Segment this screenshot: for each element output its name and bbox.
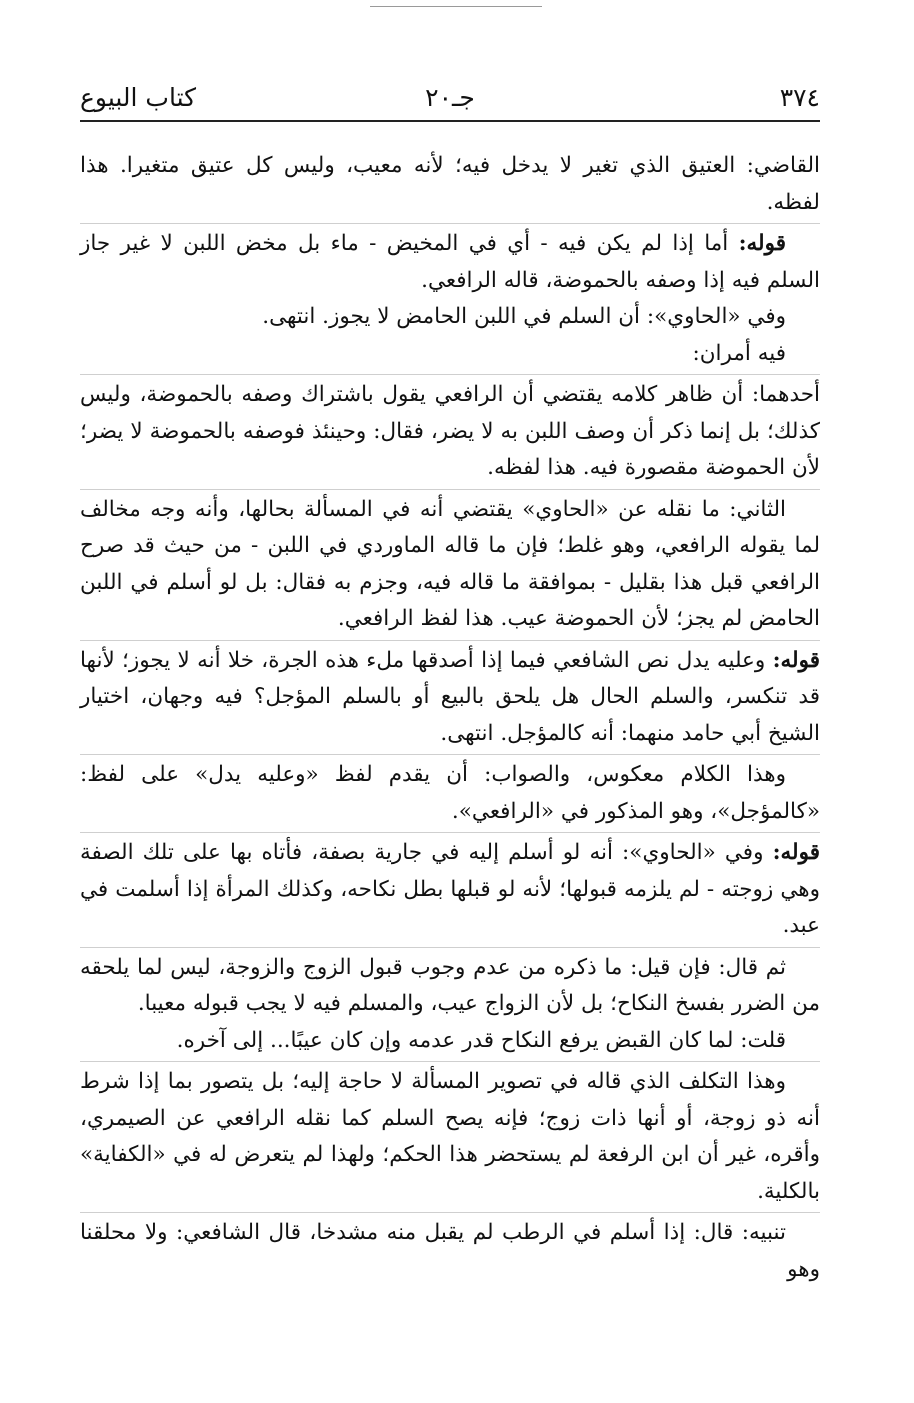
paragraph: وفي «الحاوي»: أن السلم في اللبن الحامض لا يجوز. انتهى.: [262, 304, 786, 329]
paragraph: ثم قال: فإن قيل: ما ذكره من عدم وجوب قبول الزوج والزوجة، ليس لما يلحقه من الضرر بفسخ النكاح؛ بل لأن الزواج عيب، والمسلم فيه لا يجب قبوله معيبا.: [80, 954, 820, 1016]
paragraph-separator: [80, 374, 820, 375]
paragraph: الثاني: ما نقله عن «الحاوي» يقتضي أنه في المسألة بحالها، وأنه وجه مخالف لما يقوله الرافعي، وهو غلط؛ فإن ما قاله الماوردي في اللبن - من حيث قد صرح الرافعي قبل هذا بقليل - بموافقة ما قاله فيه، وجزم به فقال: بل لو أسلم في اللبن الحامض لم يجز؛ لأن الحموضة عيب. هذا لفظ الرافعي.: [80, 496, 820, 631]
paragraph: وهذا الكلام معكوس، والصواب: أن يقدم لفظ «وعليه يدل» على لفظ: «كالمؤجل»، وهو المذكور في «الرافعي».: [80, 762, 820, 824]
paragraph: تنبيه: قال: إذا أسلم في الرطب لم يقبل منه مشدخا، قال الشافعي: ولا محلقنا وهو: [80, 1220, 820, 1282]
paragraph: القاضي: العتيق الذي تغير لا يدخل فيه؛ لأنه معيب، وليس كل عتيق متغيرا. هذا لفظه.: [80, 153, 820, 215]
paragraph-separator: [80, 640, 820, 641]
paragraph-separator: [80, 832, 820, 833]
paragraph: قلت: لما كان القبض يرفع النكاح قدر عدمه وإن كان عيبًا... إلى آخره.: [176, 1027, 786, 1053]
page-number: ٣٧٤: [779, 83, 820, 112]
lead-word: قوله:: [738, 231, 786, 256]
paragraph: وهذا التكلف الذي قاله في تصوير المسألة لا حاجة إليه؛ بل يتصور بما إذا شرط أنه ذو زوجة، أو أنها ذات زوج؛ فإنه يصح السلم كما نقله الرافعي عن الصيمري، وأقره، غير أن ابن الرفعة لم يستحضر هذا الحكم؛ ولهذا لم يتعرض له في «الكفاية» بالكلية.: [80, 1069, 820, 1204]
paragraph: قوله: وعليه يدل نص الشافعي فيما إذا أصدقها ملء هذه الجرة، خلا أنه لا يجوز؛ لأنها قد تنكسر، والسلم الحال هل يلحق بالبيع أو بالسلم المؤجل؟ فيه وجهان، اختيار الشيخ أبي حامد منهما: أنه كالمؤجل. انتهى.: [80, 647, 820, 746]
paragraph-separator: [80, 754, 820, 755]
paragraph: فيه أمران:: [692, 340, 786, 366]
volume-number: جـ٢٠: [425, 83, 475, 112]
paragraph: قوله: أما إذا لم يكن فيه - أي في المخيض - ماء بل مخض اللبن لا غير جاز السلم فيه إذا وصفه بالحموضة، قاله الرافعي.: [80, 231, 820, 293]
lead-word: قوله:: [772, 647, 820, 673]
page-header: [80, 78, 820, 118]
paragraph-separator: [80, 1212, 820, 1213]
paragraph: قوله: وفي «الحاوي»: أنه لو أسلم إليه في جارية بصفة، فأتاه بها على تلك الصفة وهي زوجته - لم يلزمه قبولها؛ لأنه لو قبلها بطل نكاحه، وكذلك المرأة إذا أسلمت في عبد.: [80, 840, 820, 938]
paragraph-separator: [80, 1061, 820, 1062]
page-body: [80, 148, 820, 1288]
paragraph-separator: [80, 947, 820, 948]
book-title: كتاب البيوع: [80, 83, 197, 112]
top-rule: [370, 6, 542, 7]
paragraph-separator: [80, 223, 820, 224]
lead-word: قوله:: [772, 840, 820, 865]
paragraph: أحدهما: أن ظاهر كلامه يقتضي أن الرافعي يقول باشتراك وصفه بالحموضة، وليس كذلك؛ بل إنما ذكر أن وصف اللبن به لا يضر، فقال: وحينئذ فوصفه بالحموضة لا يضر؛ لأن الحموضة مقصورة فيه. هذا لفظه.: [80, 382, 820, 480]
header-rule: [80, 120, 820, 122]
paragraph-separator: [80, 489, 820, 490]
